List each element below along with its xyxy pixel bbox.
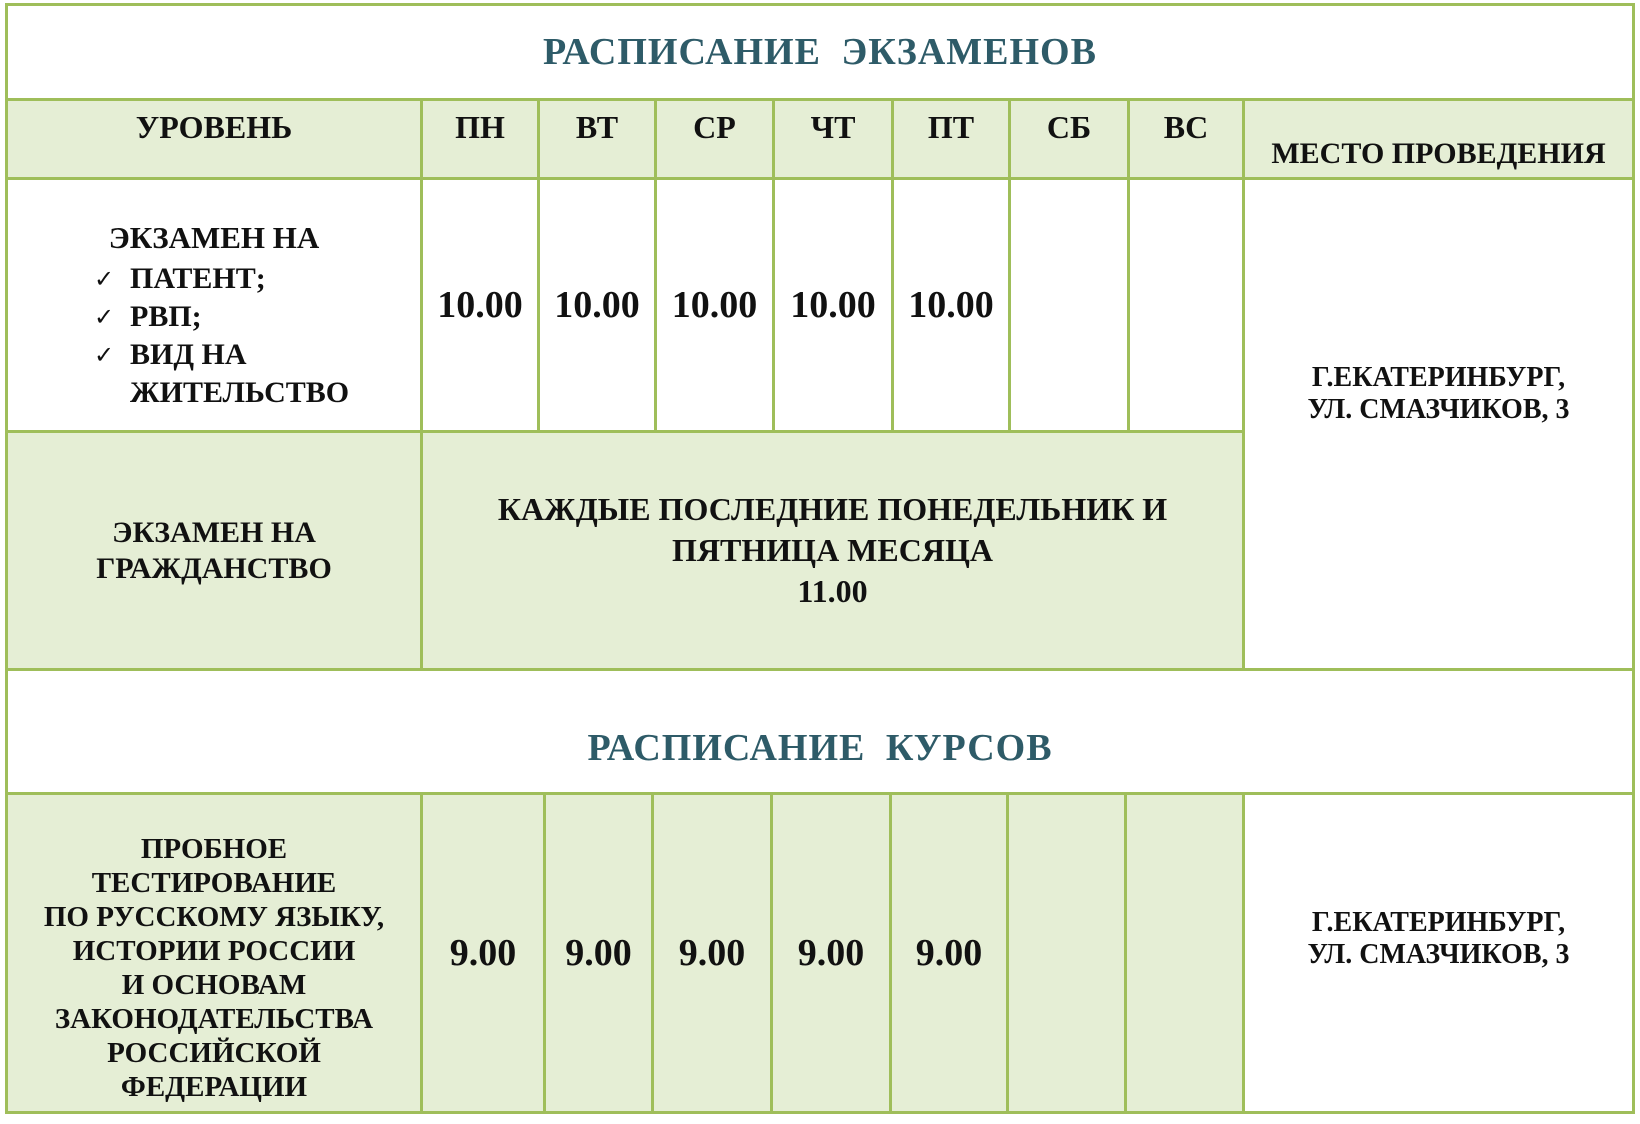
course-line: РОССИЙСКОЙ	[107, 1037, 321, 1069]
place-city: Г.ЕКАТЕРИНБУРГ,	[1311, 362, 1566, 393]
exam-type-list	[78, 260, 360, 412]
course-line: ИСТОРИИ РОССИИ	[72, 935, 356, 967]
exam-type-title: ЭКЗАМЕН НА	[108, 220, 320, 255]
header-level: УРОВЕНЬ	[5, 98, 423, 180]
note-time: 11.00	[797, 573, 868, 609]
course-line: ПО РУССКОМУ ЯЗЫКУ,	[43, 901, 385, 933]
place-city: Г.ЕКАТЕРИНБУРГ,	[1311, 907, 1566, 938]
list-item	[78, 298, 360, 336]
exam-time-sun	[1127, 177, 1245, 433]
exam-type-patent-cell	[5, 177, 423, 433]
place-street: УЛ. СМАЗЧИКОВ, 3	[1307, 394, 1570, 425]
header-day-sat: СБ	[1008, 98, 1130, 180]
header-place: МЕСТО ПРОВЕДЕНИЯ	[1242, 98, 1635, 180]
exam-time-fri: 10.00	[891, 177, 1011, 433]
course-name	[5, 792, 423, 1114]
exam-schedule-title: РАСПИСАНИЕ ЭКЗАМЕНОВ	[5, 3, 1635, 101]
course-time-sat	[1006, 792, 1127, 1114]
exam-time-mon: 10.00	[420, 177, 540, 433]
course-place	[1242, 792, 1635, 1114]
header-day-fri: ПТ	[891, 98, 1011, 180]
exam-place	[1242, 177, 1635, 671]
check-icon: ✓	[93, 265, 115, 293]
course-time-mon: 9.00	[420, 792, 546, 1114]
check-icon: ✓	[93, 341, 115, 369]
list-item-label: ПАТЕНТ;	[130, 262, 266, 295]
header-day-sun: ВС	[1127, 98, 1245, 180]
exam-time-sat	[1008, 177, 1130, 433]
exam-time-thu: 10.00	[772, 177, 894, 433]
list-item	[78, 336, 360, 412]
course-line: И ОСНОВАМ	[121, 969, 307, 1001]
header-day-wed: СР	[654, 98, 775, 180]
course-time-fri: 9.00	[889, 792, 1009, 1114]
course-time-sun	[1124, 792, 1245, 1114]
course-line: ФЕДЕРАЦИИ	[120, 1071, 308, 1103]
course-time-tue: 9.00	[543, 792, 654, 1114]
note-line-1: КАЖДЫЕ ПОСЛЕДНИЕ ПОНЕДЕЛЬНИК И	[497, 491, 1168, 527]
course-line: ПРОБНОЕ	[140, 833, 288, 865]
check-icon: ✓	[93, 303, 115, 331]
header-day-thu: ЧТ	[772, 98, 894, 180]
exam-type-citizenship	[5, 430, 423, 671]
header-day-tue: ВТ	[537, 98, 657, 180]
citizenship-schedule-note	[420, 430, 1245, 671]
course-line: ТЕСТИРОВАНИЕ	[91, 867, 337, 899]
list-item-label: ВИД НА ЖИТЕЛЬСТВО	[130, 338, 350, 409]
note-line-2: ПЯТНИЦА МЕСЯЦА	[672, 532, 993, 568]
exam-time-wed: 10.00	[654, 177, 775, 433]
citizenship-line-2: ГРАЖДАНСТВО	[96, 551, 332, 585]
citizenship-line-1: ЭКЗАМЕН НА	[112, 515, 316, 549]
course-schedule-title: РАСПИСАНИЕ КУРСОВ	[5, 668, 1635, 795]
course-time-thu: 9.00	[770, 792, 892, 1114]
header-day-mon: ПН	[420, 98, 540, 180]
place-street: УЛ. СМАЗЧИКОВ, 3	[1307, 939, 1570, 970]
list-item-label: РВП;	[130, 300, 202, 333]
course-line: ЗАКОНОДАТЕЛЬСТВА	[54, 1003, 374, 1035]
course-time-wed: 9.00	[651, 792, 773, 1114]
list-item	[78, 260, 360, 298]
exam-time-tue: 10.00	[537, 177, 657, 433]
